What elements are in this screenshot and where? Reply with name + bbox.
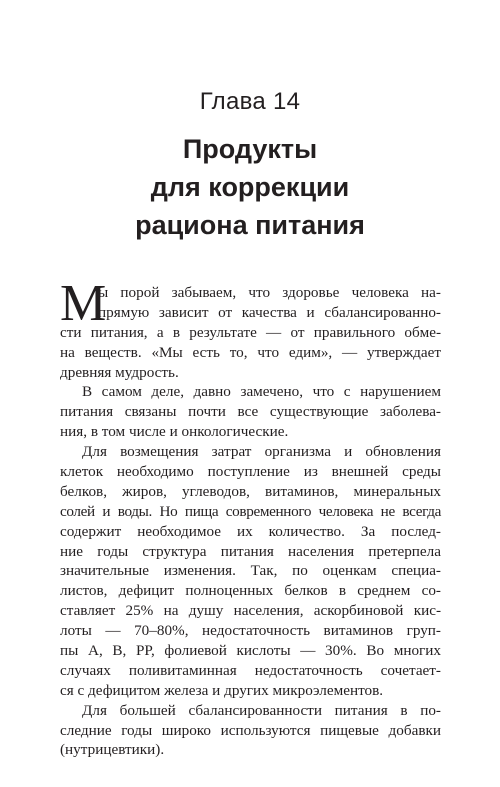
paragraph <box>60 275 441 382</box>
text-line: на веществ. «Мы есть то, что едим», — утверждает <box>60 343 441 361</box>
text-line: значительные изменения. Так, по оценкам специа- <box>60 562 441 580</box>
text-line: В самом деле, давно замечено, что с нарушением <box>82 383 441 401</box>
text-line: ся с дефицитом железа и других микроэлементов. <box>60 681 384 699</box>
text-line: случаях поливитаминная недостаточность сочетает- <box>60 661 441 679</box>
text-line: (нутрицевтики). <box>60 741 165 759</box>
chapter-title-line: для коррекции <box>150 172 350 202</box>
text-line: листов, дефицит полноценных белков в среднем со- <box>60 582 441 600</box>
text-line: сти питания, а в результате — от правильного обме- <box>60 323 441 341</box>
paragraph <box>60 382 441 442</box>
chapter-title-line: рациона питания <box>135 210 365 240</box>
text-line: Для большей сбалансированности питания в по- <box>82 701 441 719</box>
text-line: содержит необходимое их количество. За послед- <box>60 522 441 540</box>
text-line: лоты — 70–80%, недостаточность витаминов груп- <box>60 622 441 640</box>
paragraph <box>60 701 441 761</box>
chapter-number: Глава 14 <box>199 88 301 115</box>
text-line: ние годы структура питания населения претерпела <box>60 542 441 560</box>
text-line: пы А, В, РР, фолиевой кислоты — 30%. Во многих <box>60 642 441 660</box>
chapter-title <box>0 130 500 244</box>
drop-cap: М <box>60 275 107 332</box>
text-line: прямую зависит от качества и сбалансированно- <box>98 303 441 321</box>
text-line: клеток необходимо поступление из внешней среды <box>60 463 441 481</box>
text-line: белков, жиров, углеводов, витаминов, минеральных <box>60 482 441 500</box>
text-line: ы порой забываем, что здоровье человека на- <box>98 284 441 301</box>
text-line: ставляет 25% на душу населения, аскорбиновой кис- <box>60 602 441 620</box>
text-line: Для возмещения затрат организма и обновления <box>82 443 441 461</box>
paragraph <box>60 442 441 701</box>
text-line: ния, в том числе и онкологические. <box>60 423 289 441</box>
body-text <box>60 275 441 760</box>
chapter-title-line: Продукты <box>182 134 318 164</box>
text-line: солей и воды. Но пища современного человека не всегда <box>60 502 441 520</box>
text-line: древняя мудрость. <box>60 363 179 381</box>
text-line: питания связаны почти все существующие заболева- <box>60 403 441 421</box>
text-line: следние годы широко используются пищевые добавки <box>60 721 441 739</box>
